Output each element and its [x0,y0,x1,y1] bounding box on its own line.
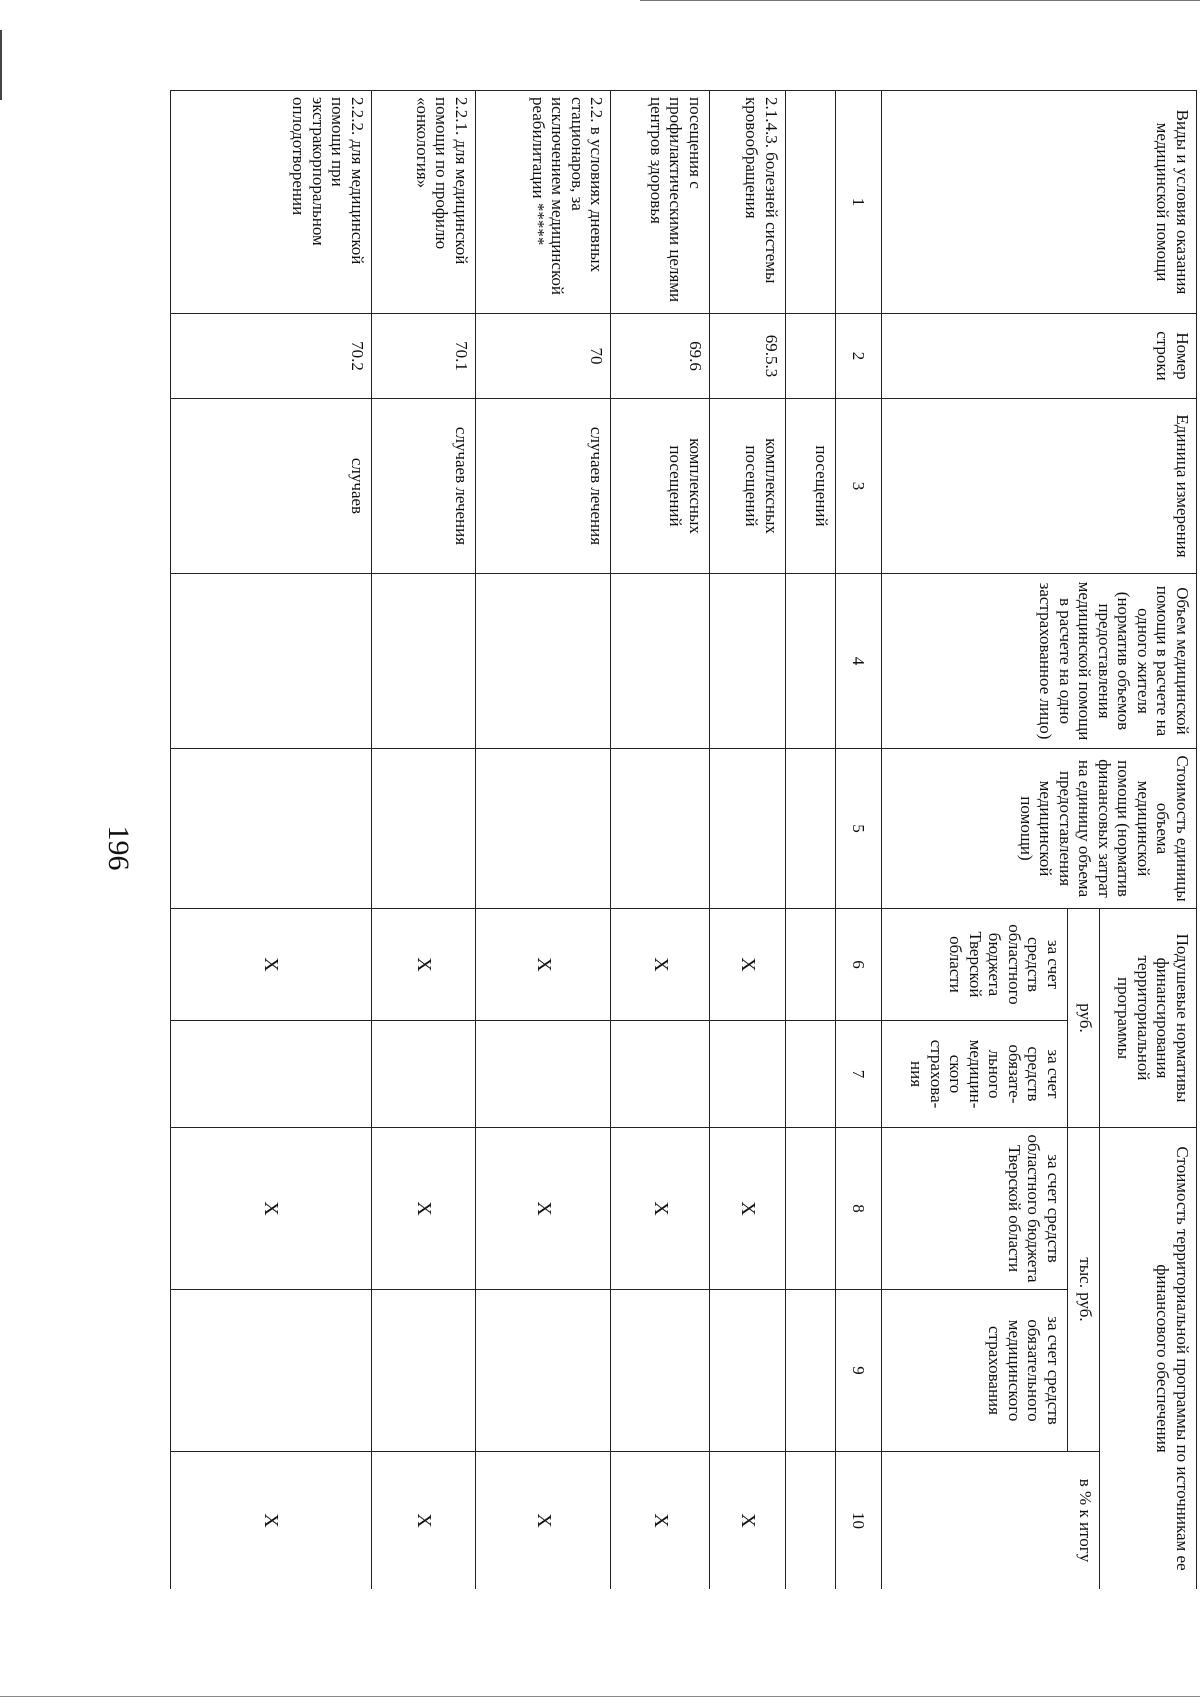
scan-edge-line-bottom [0,1696,1200,1697]
row-c8: Х [476,1128,611,1290]
row-c9 [371,1290,475,1452]
row-c10: Х [611,1452,710,1589]
row-c4 [611,574,710,749]
row-c5 [709,749,785,909]
row-name: 2.2.1. для медицинской помощи по профилю «онкология» [371,91,475,314]
row-c6: Х [611,909,710,1021]
table-row [709,91,785,1590]
row-line [785,314,835,399]
header-col1: Виды и условия оказания медицинской помощи [882,91,1197,314]
row-c10: Х [476,1452,611,1589]
header-group-norms: Подушевые нормативы финансирования территориальной программы [1100,909,1197,1128]
row-c4 [371,574,475,749]
row-c4 [785,574,835,749]
row-c6: Х [171,909,372,1021]
row-line: 70.1 [371,314,475,399]
header-col4: Объем медицинской помощи в расчете на одного жителя (норматив объемов предоставления медицинской помощи в расчете на одно застрахованное лицо) [882,574,1197,749]
row-unit: посещений [785,399,835,574]
header-rub: руб. [1068,909,1100,1128]
row-unit: случаев [171,399,372,574]
header-col5: Стоимость единицы объема медицинской помощи (норматив финансовых затрат на единицу объема предоставления медицинской помощи) [882,749,1197,909]
table-row [371,91,475,1590]
page-number: 196 [102,825,135,871]
row-c10: Х [709,1452,785,1589]
row-line: 70 [476,314,611,399]
table-row [785,91,835,1590]
header-col7: за счет средств обязате-льного медицин-ского страхова-ния [882,1021,1068,1128]
row-c8: Х [709,1128,785,1290]
row-c9 [611,1290,710,1452]
row-c8 [785,1128,835,1290]
row-line: 69.6 [611,314,710,399]
row-c4 [171,574,372,749]
colnum-10: 10 [836,1452,882,1589]
header-col9: за счет средств обязательного медицинского страхования [882,1290,1068,1452]
colnum-4: 4 [836,574,882,749]
row-c9 [785,1290,835,1452]
row-unit: случаев лечения [371,399,475,574]
row-name: 2.2.2. для медицинской помощи при экстракорпоральном оплодотворении [171,91,372,314]
colnum-8: 8 [836,1128,882,1290]
row-c7 [611,1021,710,1128]
row-c6: Х [371,909,475,1021]
header-col3: Единица измерения [882,399,1197,574]
row-c5 [371,749,475,909]
row-c9 [476,1290,611,1452]
row-unit: случаев лечения [476,399,611,574]
row-c8: Х [171,1128,372,1290]
row-c10 [785,1452,835,1589]
row-c5 [611,749,710,909]
row-c8: Х [611,1128,710,1290]
row-c5 [171,749,372,909]
header-group-cost: Стоимость территориальной программы по источникам ее финансового обеспечения [1100,1128,1197,1589]
colnum-3: 3 [836,399,882,574]
row-line: 70.2 [171,314,372,399]
row-unit: комплексных посещений [709,399,785,574]
financing-table [170,90,1197,1589]
colnum-1: 1 [836,91,882,314]
header-thous-rub: тыс. руб. [1068,1128,1100,1452]
row-c4 [709,574,785,749]
colnum-2: 2 [836,314,882,399]
row-name [785,91,835,314]
row-c4 [476,574,611,749]
row-c5 [476,749,611,909]
table-row [171,91,372,1590]
row-name: посещения с профилактическими целями центров здоровья [611,91,710,314]
row-c9 [709,1290,785,1452]
row-c5 [785,749,835,909]
row-c7 [171,1021,372,1128]
row-c7 [476,1021,611,1128]
header-col10: в % к итогу [882,1452,1100,1589]
row-c6: Х [709,909,785,1021]
row-c8: Х [371,1128,475,1290]
row-c9 [171,1290,372,1452]
row-name: 2.1.4.3. болезней системы кровообращения [709,91,785,314]
row-c7 [785,1021,835,1128]
colnum-7: 7 [836,1021,882,1128]
colnum-5: 5 [836,749,882,909]
header-col8: за счет средств областного бюджета Тверской области [882,1128,1068,1290]
row-c7 [371,1021,475,1128]
row-c10: Х [171,1452,372,1589]
row-c7 [709,1021,785,1128]
row-c10: Х [371,1452,475,1589]
table-wrapper [170,90,1197,1589]
row-line: 69.5.3 [709,314,785,399]
table-row [611,91,710,1590]
header-col6: за счет средств областного бюджета Тверской области [882,909,1068,1021]
row-c6 [785,909,835,1021]
colnum-6: 6 [836,909,882,1021]
row-unit: комплексных посещений [611,399,710,574]
scan-edge-mark-left [0,30,2,100]
colnum-9: 9 [836,1290,882,1452]
row-name: 2.2. в условиях дневных стационаров, за исключением медицинской реабилитации ***** [476,91,611,314]
scan-edge-line-top [640,0,1200,1]
row-c6: Х [476,909,611,1021]
rotated-table [170,90,1197,1589]
header-col2: Номер строки [882,314,1197,399]
table-row [476,91,611,1590]
